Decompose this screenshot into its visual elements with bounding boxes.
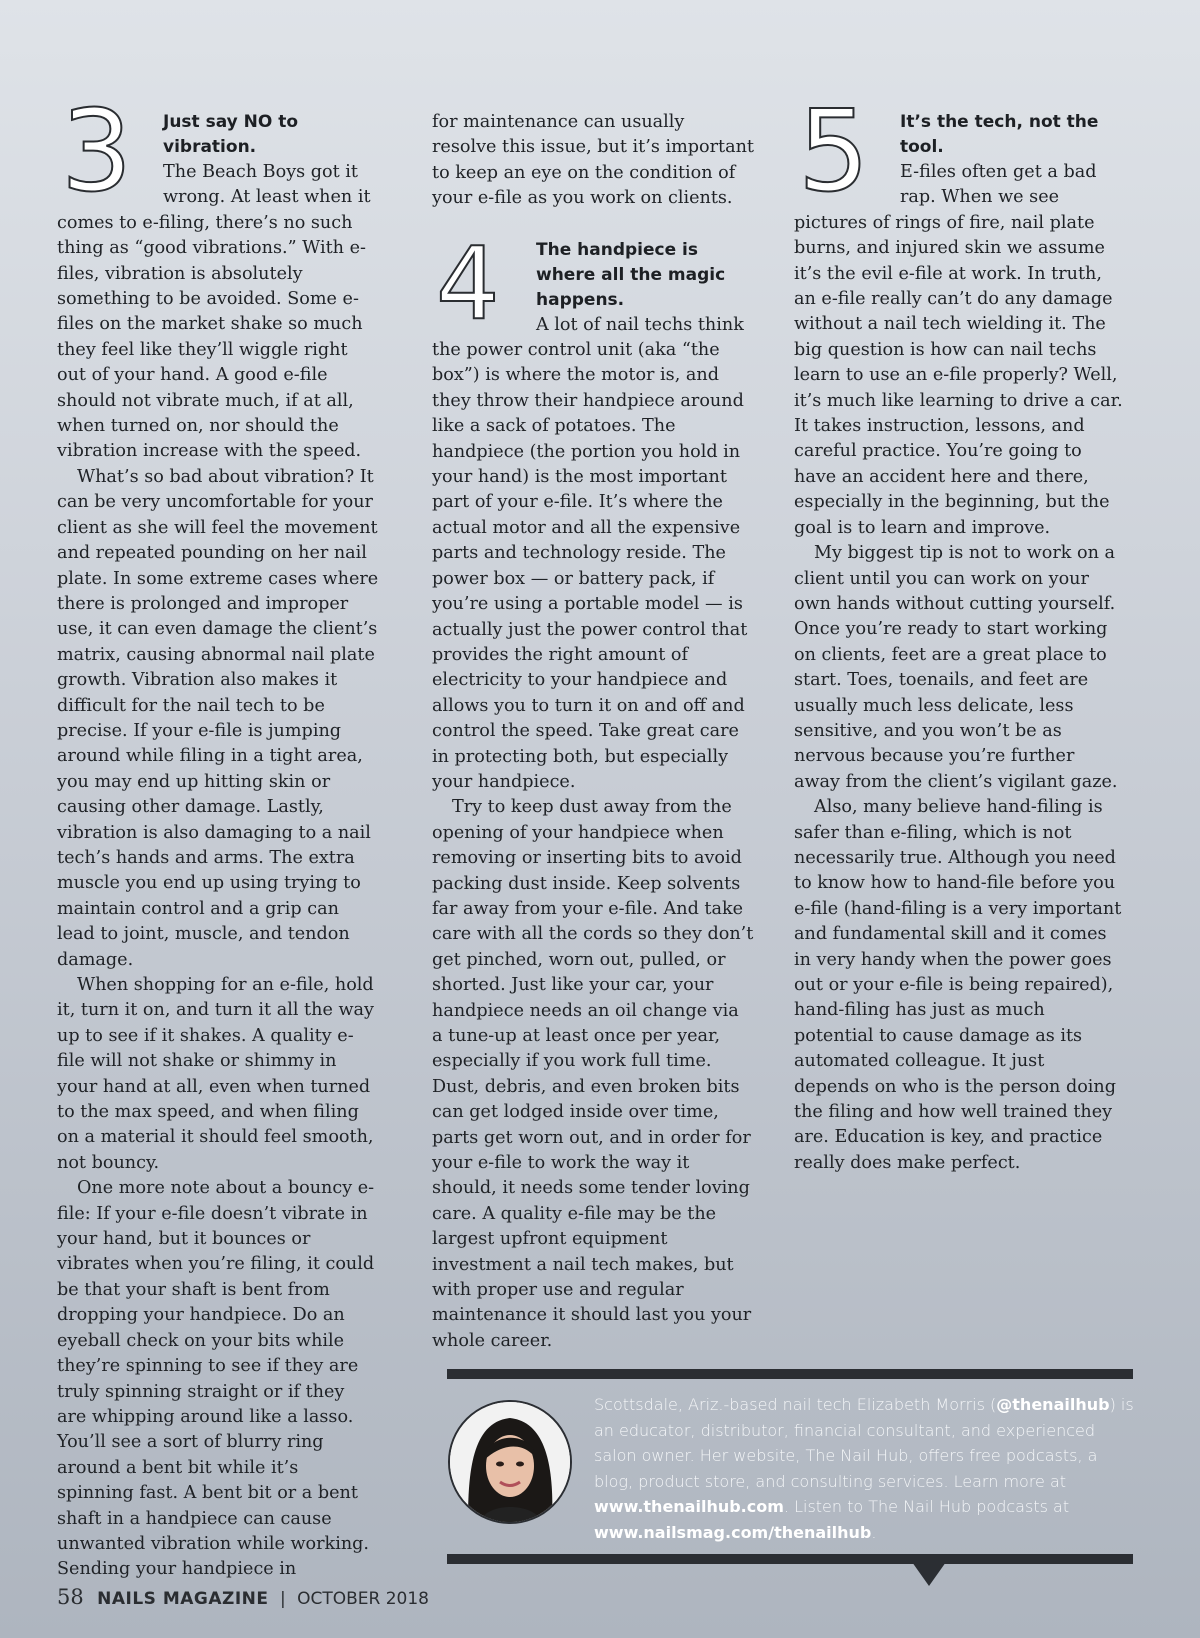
section-4-number: 4 [436,224,500,342]
column-left [57,87,379,1583]
author-bio [594,1392,1134,1545]
section-5-paragraph-3: Also, many believe hand-filing is safer than e-filing, which is not necessarily true. Although you need to know how to hand-file before you e-file (hand-filing is a very important and fundamental skill and it comes in very handy when the power goes out or your e-file is being repaired), hand-filing has just as much potential to cause damage as its automated colleague. It just depends on who is the person doing the filing and how well trained they are. Education is key, and practice really does make perfect. [794,797,1122,1173]
section-4-heading: The handpiece is where all the magic happens. [536,239,726,310]
bio-text-3: . Listen to The Nail Hub podcasts at [783,1497,1070,1516]
bio-website-link[interactable]: www.thenailhub.com [594,1497,784,1516]
section-5-paragraph-1: E-files often get a bad rap. When we see pictures of rings of fire, nail plate burns, and injured skin we assume it’s the evil e-file at work. In truth, an e-file really can’t do any damage without a nail tech wielding it. The big question is how can nail techs learn to use an e-file properly? Well, it’s much like learning to drive a car. It takes instruction, lessons, and careful practice. You’re going to have an accident here and there, especially in the beginning, but the goal is to learn and improve. [794,162,1123,538]
section-3-paragraph-2: What’s so bad about vibration? It can be very uncomfortable for your client as she will feel the movement and repeated pounding on her nail plate. In some extreme cases where there is prolonged and improper use, it can even damage the client’s matrix, causing abnormal nail plate growth. Vibration also makes it difficult for the nail tech to be precise. If your e-file is jumping around while filing in a tight area, you may end up hitting skin or causing other damage. Lastly, vibration is also damaging to a nail tech’s hands and arms. The extra muscle you end up using trying to maintain control and a grip can lead to joint, muscle, and tendon damage. [57,466,379,970]
section-5-number: 5 [798,87,870,217]
section-5-heading: It’s the tech, not the tool. [900,112,1099,157]
section-3-heading: Just say NO to vibration. [163,112,299,157]
bio-handle: @thenailhub [996,1395,1110,1414]
column-right [794,87,1124,1176]
bio-text-1: Scottsdale, Ariz.-based nail tech Elizabeth Morris ( [594,1395,997,1414]
footer-separator: | [279,1589,286,1609]
section-4-paragraph-2: Try to keep dust away from the opening of your handpiece when removing or inserting bits to avoid packing dust inside. Keep solvents far away from your e-file. And take care with all the cords so they don’t get pinched, worn out, pulled, or shorted. Just like your car, your handpiece needs an oil change via a tune-up at least once per year, especially if you work full time. Dust, debris, and even broken bits can get lodged inside over time, parts get worn out, and in order for your e-file to work the way it should, it needs some tender loving care. A quality e-file may be the largest upfront equipment investment a nail tech makes, but with proper use and regular maintenance it should last you your whole career. [432,797,754,1351]
issue-date: OCTOBER 2018 [297,1589,429,1609]
bio-notch [912,1562,946,1586]
author-portrait-icon [450,1402,570,1522]
author-avatar [448,1400,572,1524]
bio-podcast-link[interactable]: www.nailsmag.com/thenailhub [594,1522,872,1542]
bio-text-2: ) is an educator, distributor, financial consultant, and experienced salon owner. Her website, The Nail Hub, offers free podcasts, a blog, product store, and consulting services. Learn more at [594,1395,1134,1491]
section-3-paragraph-3: When shopping for an e-file, hold it, turn it on, and turn it all the way up to see if it shakes. A quality e-file will not shake or shimmy in your hand at all, even when turned to the max speed, and when filing on a material it should feel smooth, not bouncy. [57,975,374,1173]
section-3-paragraph-1: The Beach Boys got it wrong. At least when it comes to e-filing, there’s no such thing as “good vibrations.” With e-files, vibration is absolutely something to be avoided. Some e-files on the market shake so much they feel like they’ll wiggle right out of your hand. A good e-file should not vibrate much, if at all, when turned on, nor should the vibration increase with the speed. [57,162,371,462]
section-3-paragraph-4: One more note about a bouncy e-file: If your e-file doesn’t vibrate in your hand, but it bounces or vibrates when you’re filing, it could be that your shaft is bent from dropping your handpiece. Do an eyeball check on your bits while they’re spinning to see if they are truly spinning straight or if they are whipping around like a lasso. You’ll see a sort of blurry ring around a bent bit while it’s spinning fast. A bent bit or a bent shaft in a handpiece can cause unwanted vibration while working. Sending your handpiece in [57,1178,375,1580]
section-4-paragraph-1: A lot of nail techs think the power control unit (aka “the box”) is where the motor is, and they throw their handpiece around like a sack of potatoes. The handpiece (the portion you hold in your hand) is the most important part of your e-file. It’s where the actual motor and all the expensive parts and technology reside. The power box — or battery pack, if you’re using a portable model — is actually just the power control that provides the right amount of electricity to your handpiece and allows you to turn it on and off and control the speed. Take great care in protecting both, but especially your handpiece. [432,314,748,792]
bio-divider-bottom [447,1554,1133,1564]
section-5-paragraph-2: My biggest tip is not to work on a client until you can work on your own hands without cutting yourself. Once you’re ready to start working on clients, feet are a great place to start. Toes, toenails, and feet are usually much less delicate, less sensitive, and you won’t be as nervous because you’re further away from the client’s vigilant gaze. [794,543,1118,792]
bio-text-4: . [871,1522,877,1542]
bio-divider-top [447,1369,1133,1379]
section-3-continuation: for maintenance can usually resolve this issue, but it’s important to keep an eye on the condition of your e-file as you work on clients. [432,112,754,209]
page-footer [57,1584,429,1612]
magazine-name: NAILS MAGAZINE [97,1589,269,1609]
column-middle [432,110,754,1354]
section-3-number: 3 [61,87,133,217]
page-number: 58 [57,1585,84,1609]
